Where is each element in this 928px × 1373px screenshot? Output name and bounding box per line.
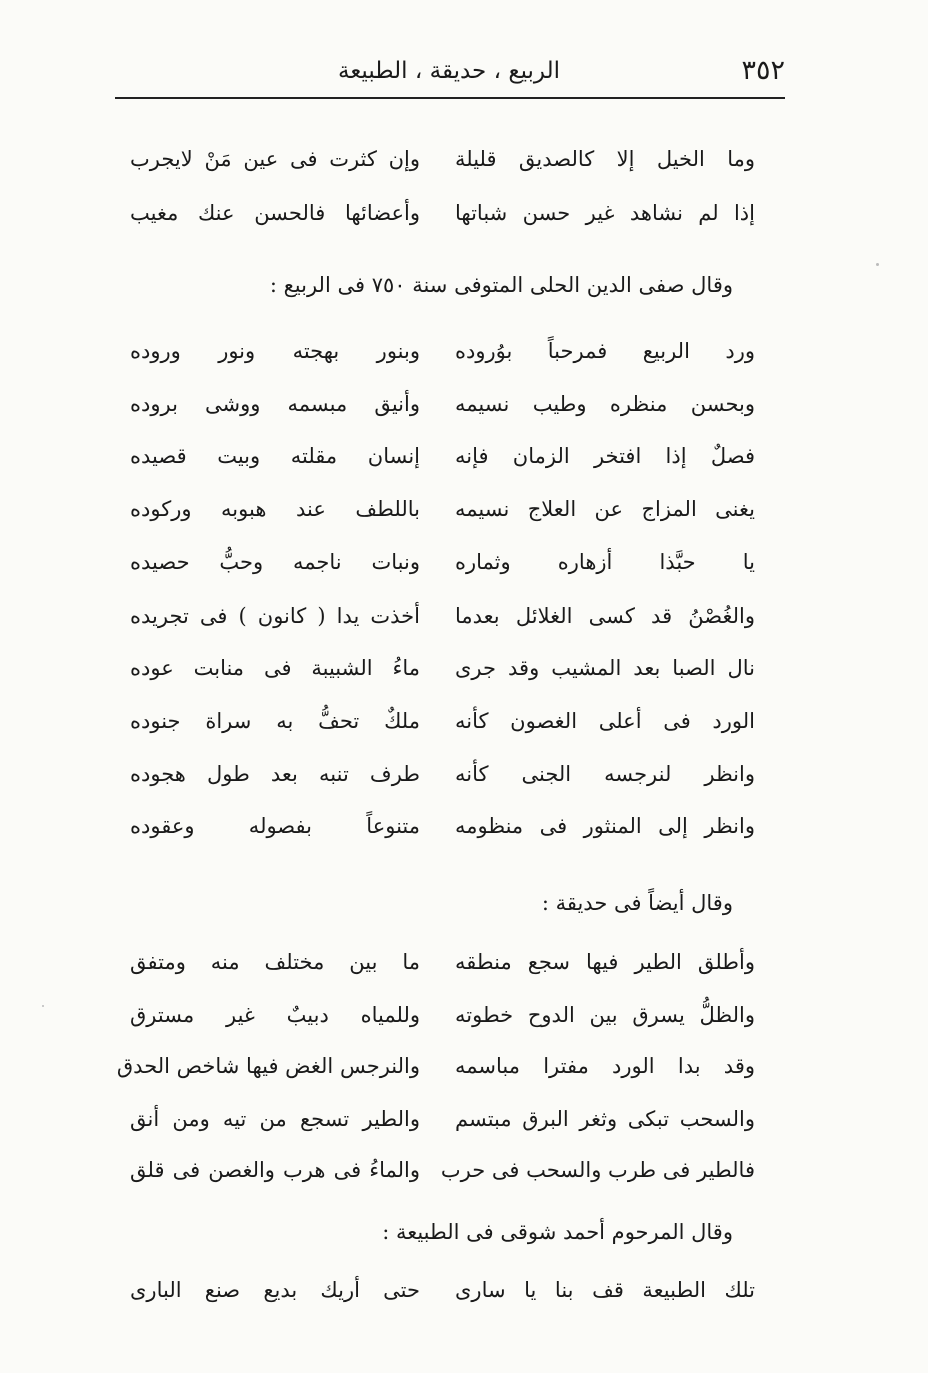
verse-line xyxy=(130,596,755,636)
first-hemistich: نال الصبا بعد المشيب وقد جرى xyxy=(455,656,755,680)
running-title: الربيع ، حديقة ، الطبيعة xyxy=(338,58,560,84)
verse-line xyxy=(130,648,755,688)
second-hemistich: ما بين مختلف منه ومتفق xyxy=(130,950,420,974)
header-rule xyxy=(115,97,785,99)
second-hemistich: أخذت يدا ( كانون ) فى تجريده xyxy=(130,604,420,628)
verse-line xyxy=(130,331,755,371)
second-hemistich: والطير تسجع من تيه ومن أنق xyxy=(130,1107,420,1131)
verse-line xyxy=(130,1150,755,1190)
first-hemistich: وما الخيل إلا كالصديق قليلة xyxy=(455,147,755,171)
verse-line xyxy=(130,489,755,529)
page-header xyxy=(115,52,785,96)
second-hemistich: إنسان مقلته وبيت قصيده xyxy=(130,444,420,468)
second-hemistich: وللمياه دبيبٌ غير مسترق xyxy=(130,1003,420,1027)
paper-speck xyxy=(876,263,879,266)
verse-line xyxy=(130,542,755,582)
second-hemistich: ونبات ناجمه وحبُّ حصيده xyxy=(130,550,420,574)
second-hemistich: والماءُ فى هرب والغصن فى قلق xyxy=(130,1158,420,1182)
page-number: ٣٥٢ xyxy=(741,55,785,86)
first-hemistich: الورد فى أعلى الغصون كأنه xyxy=(455,709,755,733)
first-hemistich: والغُصْنُ قد كسى الغلائل بعدما xyxy=(455,604,755,628)
second-hemistich: وأعضائها فالحسن عنك مغيب xyxy=(130,201,420,225)
verse-line xyxy=(130,139,755,179)
first-hemistich: يا حبَّذا أزهاره وثماره xyxy=(455,550,755,574)
first-hemistich: تلك الطبيعة قف بنا يا سارى xyxy=(455,1278,755,1302)
first-hemistich: إذا لم نشاهد غير حسن شباتها xyxy=(455,201,755,225)
paper-speck xyxy=(42,1005,44,1007)
second-hemistich: حتى أريك بديع صنع البارى xyxy=(130,1278,420,1302)
first-hemistich: وبحسن منظره وطيب نسيمه xyxy=(455,392,755,416)
verse-line xyxy=(116,1046,755,1086)
verse-line xyxy=(130,384,755,424)
verse-line xyxy=(130,942,755,982)
first-hemistich: وانظر إلى المنثور فى منظومه xyxy=(455,814,755,838)
verse-line xyxy=(130,193,755,233)
second-hemistich: والنرجس الغض فيها شاخص الحدق xyxy=(116,1054,420,1078)
first-hemistich: وانظر لنرجسه الجنى كأنه xyxy=(455,762,755,786)
poem-intro: وقال صفى الدين الحلى المتوفى سنة ٧٥٠ فى الربيع : xyxy=(269,273,733,297)
first-hemistich: والظلُّ يسرق بين الدوح خطوته xyxy=(455,1003,755,1027)
second-hemistich: وأنيق مبسمه ووشى بروده xyxy=(130,392,420,416)
second-hemistich: ملكٌ تحفُّ به سراة جنوده xyxy=(130,709,420,733)
verse-line xyxy=(130,995,755,1035)
second-hemistich: ماءُ الشبيبة فى منابت عوده xyxy=(130,656,420,680)
verse-line xyxy=(130,436,755,476)
first-hemistich: ورد الربيع فمرحباً بوُروده xyxy=(455,339,755,363)
first-hemistich: وأطلق الطير فيها سجع منطقه xyxy=(455,950,755,974)
first-hemistich: فالطير فى طرب والسحب فى حرب xyxy=(440,1158,755,1182)
poem-intro: وقال المرحوم أحمد شوقى فى الطبيعة : xyxy=(382,1220,733,1244)
second-hemistich: وإن كثرت فى عين مَنْ لايجرب xyxy=(130,147,420,171)
verse-line xyxy=(130,701,755,741)
first-hemistich: وقد بدا الورد مفترا مباسمه xyxy=(455,1054,755,1078)
second-hemistich: باللطف عند هبوبه وركوده xyxy=(130,497,420,521)
poem-intro: وقال أيضاً فى حديقة : xyxy=(541,891,733,915)
verse-line xyxy=(130,1270,755,1310)
verse-line xyxy=(130,1099,755,1139)
second-hemistich: طرف تنبه بعد طول هجوده xyxy=(130,762,420,786)
second-hemistich: وبنور بهجته ونور وروده xyxy=(130,339,420,363)
first-hemistich: يغنى المزاج عن العلاج نسيمه xyxy=(455,497,755,521)
verse-line xyxy=(130,806,755,846)
verse-line xyxy=(130,754,755,794)
first-hemistich: فصلٌ إذا افتخر الزمان فإنه xyxy=(455,444,755,468)
second-hemistich: متنوعاً بفصوله وعقوده xyxy=(130,814,420,838)
first-hemistich: والسحب تبكى وثغر البرق مبتسم xyxy=(455,1107,755,1131)
